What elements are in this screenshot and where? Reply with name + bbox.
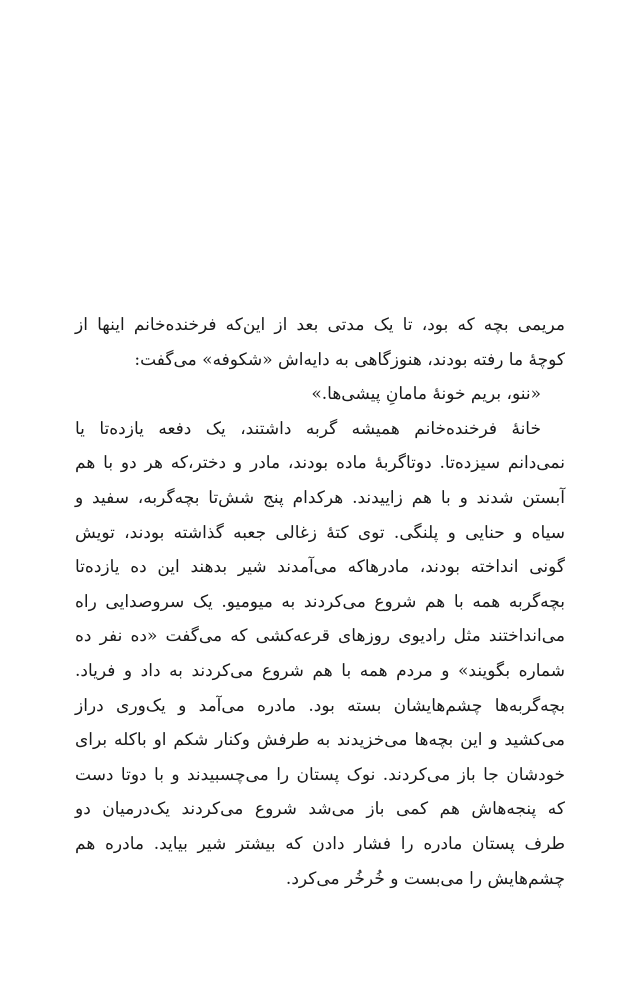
text-line: طرف پستان مادره را فشار دادن که بیشتر شیر بیاید. مادره هم xyxy=(75,833,565,854)
quote-line: «ننو، بریم خونهٔ مامانِ پیشی‌ها.» xyxy=(311,384,541,405)
text-line: مریمی بچه که بود، تا یک مدتی بعد از این‌که فرخنده‌خانم اینها از xyxy=(75,315,565,335)
text-line: خانهٔ فرخنده‌خانم همیشه گربه داشتند، یک دفعه یازده‌تا یا xyxy=(75,418,541,439)
text-line: بچه‌گربه‌ها چشم‌هایشان بسته بود. مادره می‌آمد و یک‌وری دراز xyxy=(75,695,565,716)
text-line: آبستن شدند و با هم زاییدند. هرکدام پنج شش‌تا بچه‌گربه، سفید و xyxy=(75,487,565,508)
text-line: نمی‌دانم سیزده‌تا. دوتاگربهٔ ماده بودند، مادر و دختر،که هر دو با هم xyxy=(75,453,565,474)
text-line: چشم‌هایش را می‌بست و خُرخُر می‌کرد. xyxy=(285,868,565,889)
text-line: سیاه و حنایی و پلنگی. توی کتهٔ زغالی جعبه گذاشته بودند، تویش xyxy=(75,522,565,543)
body-text xyxy=(75,308,565,896)
text-line: می‌کشید و این بچه‌ها می‌خزیدند به طرفش وکنار شکم او باکله برای xyxy=(75,730,565,751)
text-line: خودشان جا باز می‌کردند. نوک پستان را می‌چسبیدند و با دوتا دست xyxy=(75,764,565,785)
text-line: می‌انداختند مثل رادیوی روزهای قرعه‌کشی که می‌گفت «ده نفر ده xyxy=(75,626,565,647)
text-line: گونی انداخته بودند، مادرهاکه می‌آمدند شیر بدهند این ده یازده‌تا xyxy=(75,557,565,578)
text-line: شماره بگویند» و مردم همه با هم شروع می‌کردند به داد و فریاد. xyxy=(75,660,565,681)
text-line: بچه‌گربه همه با هم شروع می‌کردند به میومیو. یک سروصدایی راه xyxy=(75,591,565,612)
text-line: کوچهٔ ما رفته بودند، هنوزگاهی به دایه‌اش «شکوفه» می‌گفت: xyxy=(134,349,565,370)
text-line: که پنجه‌هاش هم کمی باز می‌شد شروع می‌کردند یک‌درمیان دو xyxy=(75,799,565,820)
